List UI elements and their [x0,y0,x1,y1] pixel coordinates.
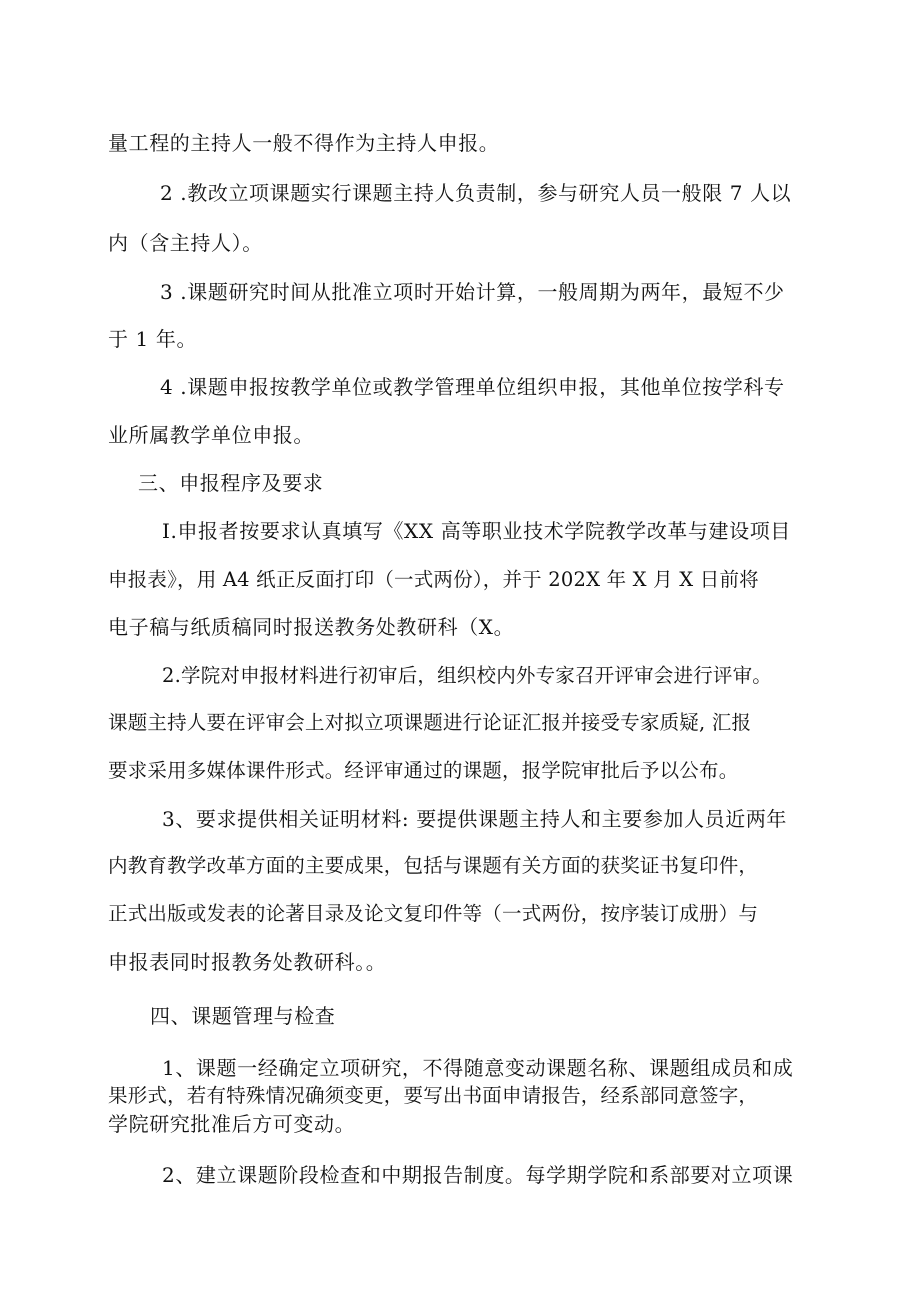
text-line: 正式出版或发表的论著目录及论文复印件等（一式两份，按序装订成册）与 [108,902,759,925]
section-heading: 三、申报程序及要求 [138,471,324,495]
section-heading: 四、课题管理与检查 [150,1004,336,1028]
text-line: 4 .课题申报按教学单位或教学管理单位组织申报，其他单位按学科专 [160,375,785,399]
text-line: 3、要求提供相关证明材料: 要提供课题主持人和主要参加人员近两年 [162,807,788,831]
text-line: 2 .教改立项课题实行课题主持人负责制，参与研究人员一般限 7 人以 [160,181,792,205]
text-line: 于 1 年。 [108,327,198,351]
text-line: 2、建立课题阶段检查和中期报告制度。每学期学院和系部要对立项课 [162,1163,794,1187]
text-line: 内（含主持人）。 [108,231,263,255]
text-line: I.申报者按要求认真填写《XX 高等职业技术学院教学改革与建设项目 [162,519,791,543]
text-line: 3 .课题研究时间从批准立项时开始计算，一般周期为两年，最短不少 [160,280,785,304]
text-line: 内教育教学改革方面的主要成果，包括与课题有关方面的获奖证书复印件， [108,854,759,877]
text-line: 业所属教学单位申报。 [108,423,314,447]
text-line: 1、课题一经确定立项研究，不得随意变动课题名称、课题组成员和成 [162,1056,794,1080]
text-line: 申报表同时报教务处教研科。。 [108,950,387,974]
text-line: 果形式，若有特殊情况确须变更，要写出书面申请报告，经系部同意签字， [108,1084,759,1107]
text-line: 课题主持人要在评审会上对拟立项课题进行论证汇报并接受专家质疑, 汇报 [108,711,752,734]
text-line: 学院研究批准后方可变动。 [108,1112,356,1136]
text-line: 申报表》，用 A4 纸正反面打印（一式两份），并于 202X 年 X 月 X 日前将 [108,568,759,591]
text-line: 2.学院对申报材料进行初审后，组织校内外专家召开评审会进行评审。 [162,664,773,687]
text-line: 电子稿与纸质稿同时报送教务处教研科（X。 [108,615,515,639]
text-line: 要求采用多媒体课件形式。经评审通过的课题，报学院审批后予以公布。 [108,759,739,782]
text-line: 量工程的主持人一般不得作为主持人申报。 [108,131,500,155]
